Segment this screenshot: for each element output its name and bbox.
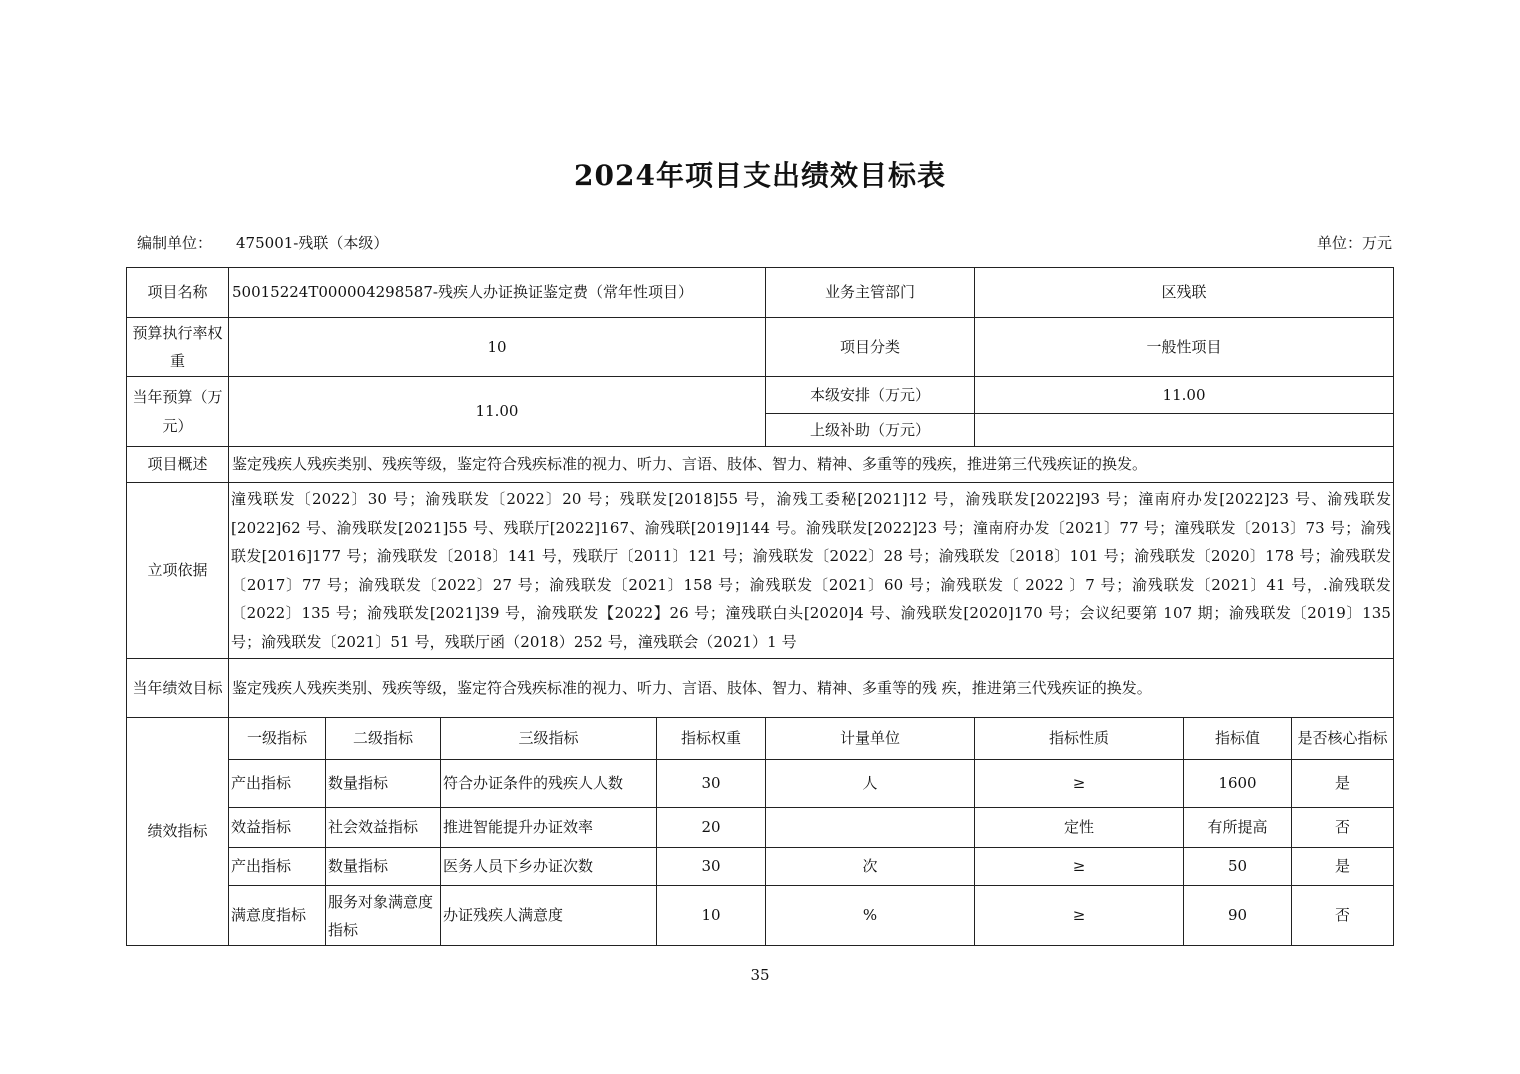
- nature-cell: ≥: [975, 848, 1184, 886]
- unit-cell: [766, 808, 975, 848]
- performance-table: [126, 267, 1394, 946]
- weight-cell: 30: [657, 760, 766, 808]
- table-row: [127, 808, 1394, 848]
- local-value: 11.00: [975, 377, 1394, 414]
- level2-cell: 社会效益指标: [326, 808, 441, 848]
- indicator-header-row: [127, 718, 1394, 760]
- table-row: [127, 886, 1394, 946]
- header-core: 是否核心指标: [1292, 718, 1394, 760]
- value-cell: 50: [1184, 848, 1292, 886]
- weight-label: 预算执行率权重: [127, 318, 229, 377]
- core-cell: 否: [1292, 808, 1394, 848]
- dept-value: 区残联: [975, 268, 1394, 318]
- weight-cell: 30: [657, 848, 766, 886]
- indicators-label: 绩效指标: [127, 718, 229, 946]
- table-row: [127, 848, 1394, 886]
- level1-cell: 满意度指标: [229, 886, 326, 946]
- basis-value: 潼残联发〔2022〕30 号；渝残联发〔2022〕20 号；残联发[2018]55 号，渝残工委秘[2021]12 号，渝残联发[2022]93 号；潼南府办发[2022]23 号、渝残联发[2022]62 号、渝残联发[2021]55 号、残联厅[2022]167、渝残联[2019]144 号。渝残联发[2022]23 号；潼南府办发〔2021〕77 号；潼残联发〔2013〕73 号；渝残联发[2016]177 号；渝残联发〔2018〕141 号，残联厅〔2011〕121 号；渝残联发〔2022〕28 号；渝残联发〔2018〕101 号；渝残联发〔2020〕178 号；渝残联发〔2017〕77 号；渝残联发〔2022〕27 号；渝残联发〔2021〕158 号；渝残联发〔2021〕60 号；渝残联发〔 2022 〕7 号；渝残联发〔2021〕41 号，.渝残联发〔2022〕135 号；渝残联发[2021]39 号，渝残联发【2022】26 号；潼残联白头[2020]4 号、渝残联发[2020]170 号；会议纪要第 107 期；渝残联发〔2019〕135 号；渝残联发〔2021〕51 号，残联厅函（2018）252 号，潼残联会（2021）1 号: [229, 483, 1394, 659]
- level2-cell: 服务对象满意度指标: [326, 886, 441, 946]
- overview-label: 项目概述: [127, 447, 229, 483]
- unit-cell: %: [766, 886, 975, 946]
- level1-cell: 产出指标: [229, 848, 326, 886]
- nature-cell: ≥: [975, 760, 1184, 808]
- upper-label: 上级补助（万元）: [766, 414, 975, 447]
- category-label: 项目分类: [766, 318, 975, 377]
- unit-cell: 人: [766, 760, 975, 808]
- org-label: 编制单位：: [137, 234, 213, 252]
- level1-cell: 产出指标: [229, 760, 326, 808]
- local-label: 本级安排（万元）: [766, 377, 975, 414]
- core-cell: 否: [1292, 886, 1394, 946]
- header-level2: 二级指标: [326, 718, 441, 760]
- level2-cell: 数量指标: [326, 760, 441, 808]
- table-row: [127, 760, 1394, 808]
- page-number: 35: [750, 966, 770, 984]
- core-cell: 是: [1292, 848, 1394, 886]
- level1-cell: 效益指标: [229, 808, 326, 848]
- level3-cell: 医务人员下乡办证次数: [441, 848, 657, 886]
- row-project-name: [127, 268, 1394, 318]
- value-cell: 1600: [1184, 760, 1292, 808]
- weight-cell: 10: [657, 886, 766, 946]
- budget-label: 当年预算（万元）: [127, 377, 229, 447]
- overview-value: 鉴定残疾人残疾类别、残疾等级，鉴定符合残疾标准的视力、听力、言语、肢体、智力、精神、多重等的残疾，推进第三代残疾证的换发。: [229, 447, 1394, 483]
- goal-value: 鉴定残疾人残疾类别、残疾等级，鉴定符合残疾标准的视力、听力、言语、肢体、智力、精神、多重等的残 疾，推进第三代残疾证的换发。: [229, 659, 1394, 718]
- level3-cell: 推进智能提升办证效率: [441, 808, 657, 848]
- goal-label: 当年绩效目标: [127, 659, 229, 718]
- org-value: 475001-残联（本级）: [236, 234, 389, 252]
- budget-value: 11.00: [229, 377, 766, 447]
- header-weight: 指标权重: [657, 718, 766, 760]
- upper-value: [975, 414, 1394, 447]
- header-unit: 计量单位: [766, 718, 975, 760]
- row-overview: [127, 447, 1394, 483]
- weight-value: 10: [229, 318, 766, 377]
- level2-cell: 数量指标: [326, 848, 441, 886]
- basis-label: 立项依据: [127, 483, 229, 659]
- value-cell: 90: [1184, 886, 1292, 946]
- weight-cell: 20: [657, 808, 766, 848]
- project-name-label: 项目名称: [127, 268, 229, 318]
- row-budget: [127, 377, 1394, 414]
- nature-cell: 定性: [975, 808, 1184, 848]
- row-weight: [127, 318, 1394, 377]
- header-value: 指标值: [1184, 718, 1292, 760]
- org-line: [137, 232, 388, 253]
- row-basis: [127, 483, 1394, 659]
- dept-label: 业务主管部门: [766, 268, 975, 318]
- row-goal: [127, 659, 1394, 718]
- level3-cell: 符合办证条件的残疾人人数: [441, 760, 657, 808]
- category-value: 一般性项目: [975, 318, 1394, 377]
- header-level1: 一级指标: [229, 718, 326, 760]
- level3-cell: 办证残疾人满意度: [441, 886, 657, 946]
- unit-label: 单位：万元: [1316, 234, 1392, 252]
- header-level3: 三级指标: [441, 718, 657, 760]
- nature-cell: ≥: [975, 886, 1184, 946]
- page-title: 2024年项目支出绩效目标表: [574, 159, 946, 192]
- header-nature: 指标性质: [975, 718, 1184, 760]
- project-name-value: 50015224T000004298587-残疾人办证换证鉴定费（常年性项目）: [229, 268, 766, 318]
- core-cell: 是: [1292, 760, 1394, 808]
- unit-cell: 次: [766, 848, 975, 886]
- value-cell: 有所提高: [1184, 808, 1292, 848]
